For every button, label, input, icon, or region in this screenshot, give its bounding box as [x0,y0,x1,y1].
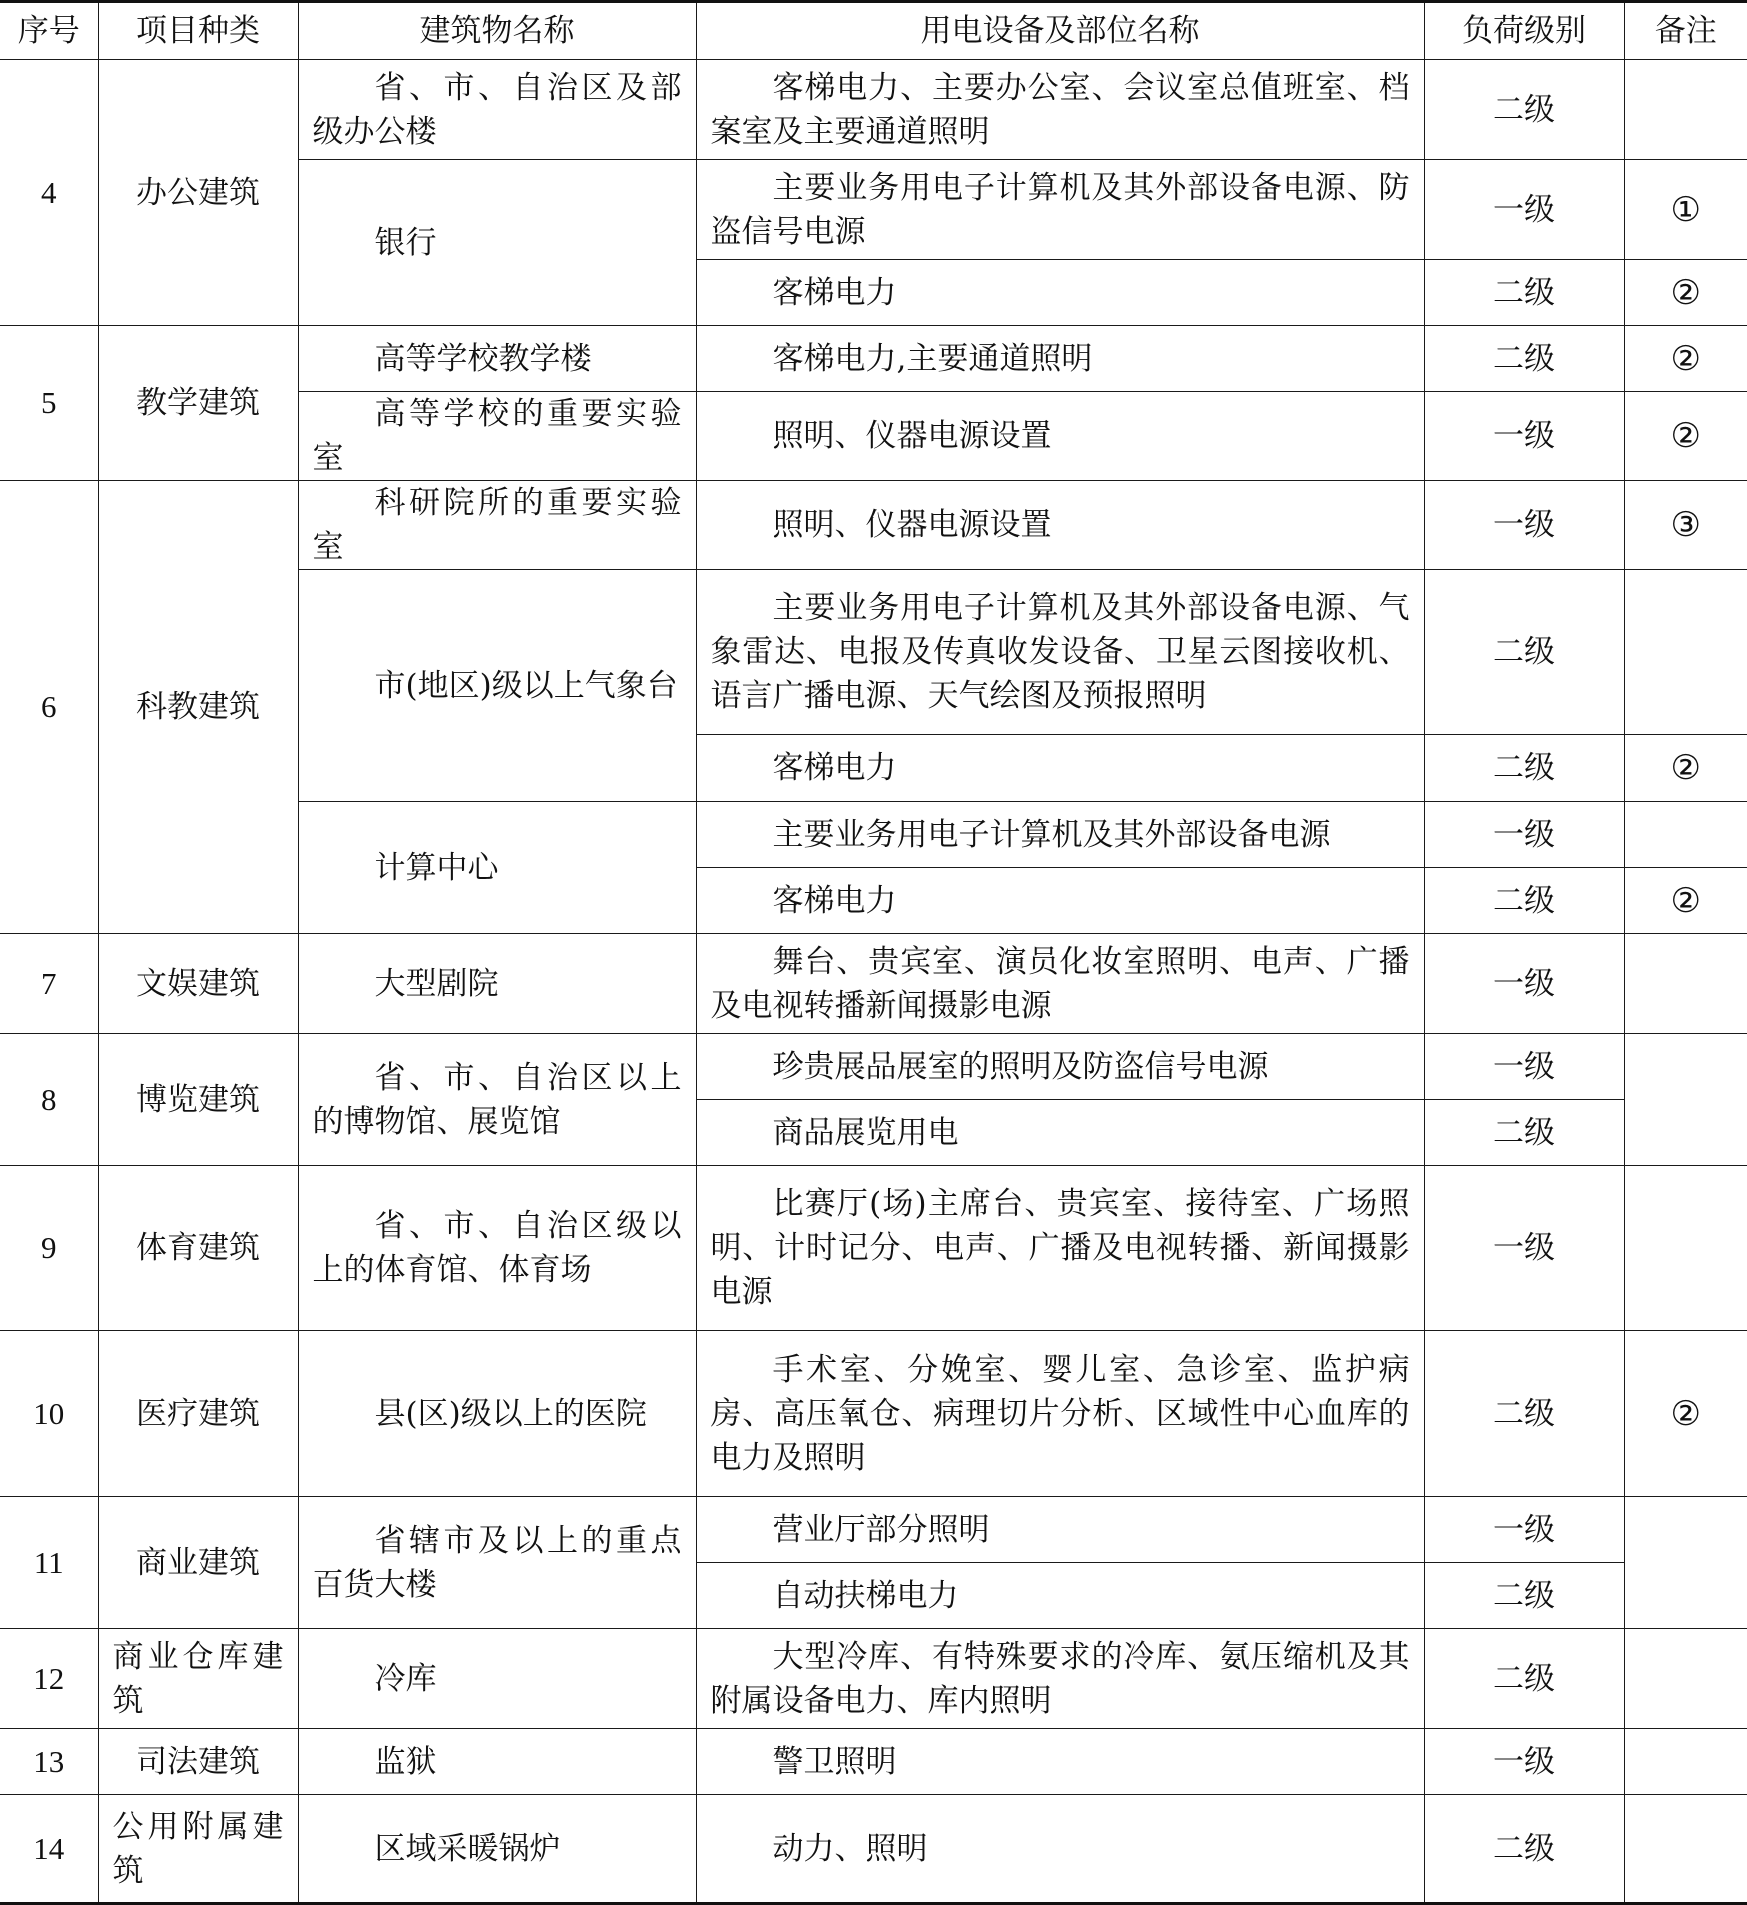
seq-cell: 13 [0,1729,98,1795]
note-cell [1624,1795,1747,1904]
seq-cell: 14 [0,1795,98,1904]
building-cell: 冷库 [298,1629,696,1729]
note-cell: ② [1624,1331,1747,1497]
level-cell: 二级 [1424,570,1624,735]
level-cell: 一级 [1424,802,1624,868]
seq-cell: 12 [0,1629,98,1729]
table-row [0,1729,1747,1795]
equipment-cell: 大型冷库、有特殊要求的冷库、氨压缩机及其附属设备电力、库内照明 [696,1629,1424,1729]
level-cell: 一级 [1424,1729,1624,1795]
equipment-cell: 警卫照明 [696,1729,1424,1795]
level-cell: 二级 [1424,1563,1624,1629]
note-cell [1624,934,1747,1034]
building-cell: 高等学校教学楼 [298,326,696,392]
seq-cell: 7 [0,934,98,1034]
building-cell: 计算中心 [298,802,696,934]
level-cell: 一级 [1424,160,1624,260]
equipment-cell: 主要业务用电子计算机及其外部设备电源 [696,802,1424,868]
note-cell [1624,1034,1747,1166]
building-cell: 市(地区)级以上气象台 [298,570,696,802]
seq-cell: 6 [0,481,98,934]
table-row [0,481,1747,570]
table-row [0,1497,1747,1563]
category-cell: 司法建筑 [98,1729,298,1795]
level-cell: 一级 [1424,1034,1624,1100]
building-cell: 监狱 [298,1729,696,1795]
table-row [0,1795,1747,1904]
level-cell: 二级 [1424,868,1624,934]
category-cell: 体育建筑 [98,1166,298,1331]
category-cell: 商业仓库建筑 [98,1629,298,1729]
note-cell [1624,1497,1747,1629]
equipment-cell: 主要业务用电子计算机及其外部设备电源、气象雷达、电报及传真收发设备、卫星云图接收机、语言广播电源、天气绘图及预报照明 [696,570,1424,735]
equipment-cell: 手术室、分娩室、婴儿室、急诊室、监护病房、高压氧仓、病理切片分析、区域性中心血库的电力及照明 [696,1331,1424,1497]
seq-cell: 11 [0,1497,98,1629]
header-level: 负荷级别 [1424,2,1624,60]
level-cell: 二级 [1424,60,1624,160]
header-seq: 序号 [0,2,98,60]
equipment-cell: 营业厅部分照明 [696,1497,1424,1563]
note-cell [1624,1166,1747,1331]
note-cell [1624,1729,1747,1795]
note-cell [1624,802,1747,868]
level-cell: 二级 [1424,326,1624,392]
building-cell: 省、市、自治区以上的博物馆、展览馆 [298,1034,696,1166]
building-cell: 区域采暖锅炉 [298,1795,696,1904]
note-cell: ② [1624,260,1747,326]
equipment-cell: 客梯电力 [696,868,1424,934]
header-category: 项目种类 [98,2,298,60]
equipment-cell: 客梯电力,主要通道照明 [696,326,1424,392]
level-cell: 一级 [1424,1166,1624,1331]
building-cell: 县(区)级以上的医院 [298,1331,696,1497]
seq-cell: 8 [0,1034,98,1166]
seq-cell: 10 [0,1331,98,1497]
level-cell: 一级 [1424,481,1624,570]
note-cell: ② [1624,326,1747,392]
note-cell [1624,1629,1747,1729]
equipment-cell: 照明、仪器电源设置 [696,392,1424,481]
building-cell: 银行 [298,160,696,326]
category-cell: 文娱建筑 [98,934,298,1034]
table-row [0,326,1747,392]
equipment-cell: 比赛厅(场)主席台、贵宾室、接待室、广场照明、计时记分、电声、广播及电视转播、新闻摄影电源 [696,1166,1424,1331]
note-cell: ① [1624,160,1747,260]
table-row [0,1034,1747,1100]
table-row [0,934,1747,1034]
level-cell: 二级 [1424,735,1624,802]
note-cell [1624,60,1747,160]
level-cell: 二级 [1424,1331,1624,1497]
equipment-cell: 客梯电力 [696,735,1424,802]
level-cell: 一级 [1424,934,1624,1034]
note-cell: ② [1624,735,1747,802]
level-cell: 一级 [1424,1497,1624,1563]
level-cell: 二级 [1424,1629,1624,1729]
equipment-cell: 自动扶梯电力 [696,1563,1424,1629]
note-cell: ② [1624,392,1747,481]
category-cell: 医疗建筑 [98,1331,298,1497]
equipment-cell: 主要业务用电子计算机及其外部设备电源、防盗信号电源 [696,160,1424,260]
building-cell: 大型剧院 [298,934,696,1034]
building-cell: 省、市、自治区级以上的体育馆、体育场 [298,1166,696,1331]
seq-cell: 4 [0,60,98,326]
category-cell: 教学建筑 [98,326,298,481]
equipment-cell: 商品展览用电 [696,1100,1424,1166]
table-row [0,60,1747,160]
equipment-cell: 照明、仪器电源设置 [696,481,1424,570]
level-cell: 一级 [1424,392,1624,481]
building-cell: 科研院所的重要实验室 [298,481,696,570]
category-cell: 公用附属建筑 [98,1795,298,1904]
header-building: 建筑物名称 [298,2,696,60]
level-cell: 二级 [1424,260,1624,326]
building-cell: 省辖市及以上的重点百货大楼 [298,1497,696,1629]
category-cell: 科教建筑 [98,481,298,934]
level-cell: 二级 [1424,1100,1624,1166]
building-cell: 高等学校的重要实验室 [298,392,696,481]
building-cell: 省、市、自治区及部级办公楼 [298,60,696,160]
table-row [0,1629,1747,1729]
equipment-cell: 珍贵展品展室的照明及防盗信号电源 [696,1034,1424,1100]
note-cell [1624,570,1747,735]
equipment-cell: 客梯电力 [696,260,1424,326]
category-cell: 办公建筑 [98,60,298,326]
equipment-cell: 动力、照明 [696,1795,1424,1904]
table-row [0,1166,1747,1331]
header-row [0,2,1747,60]
seq-cell: 5 [0,326,98,481]
category-cell: 博览建筑 [98,1034,298,1166]
equipment-cell: 舞台、贵宾室、演员化妆室照明、电声、广播及电视转播新闻摄影电源 [696,934,1424,1034]
note-cell: ② [1624,868,1747,934]
table-row [0,1331,1747,1497]
header-note: 备注 [1624,2,1747,60]
note-cell: ③ [1624,481,1747,570]
category-cell: 商业建筑 [98,1497,298,1629]
seq-cell: 9 [0,1166,98,1331]
equipment-cell: 客梯电力、主要办公室、会议室总值班室、档案室及主要通道照明 [696,60,1424,160]
level-cell: 二级 [1424,1795,1624,1904]
header-equipment: 用电设备及部位名称 [696,2,1424,60]
